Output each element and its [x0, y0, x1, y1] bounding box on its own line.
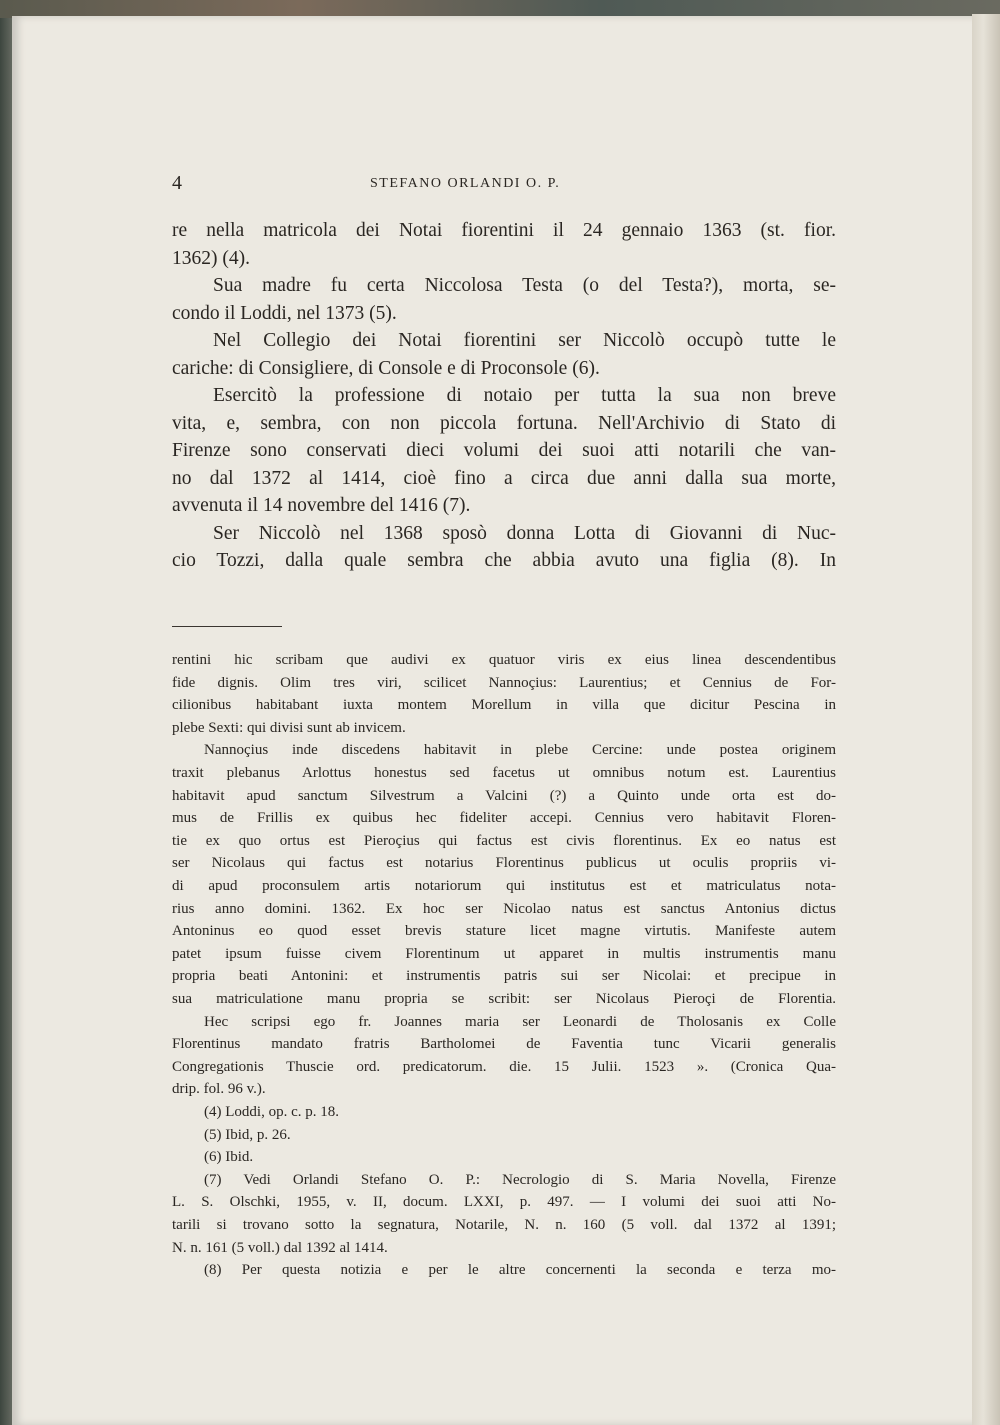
footnote-line: N. n. 161 (5 voll.) dal 1392 al 1414.: [172, 1239, 388, 1256]
footnote-line: Antoninus eo quod esset brevis stature licet magne virtutis. Manifeste autem: [172, 923, 836, 940]
text-line: Sua madre fu certa Niccolosa Testa (o del Testa?), morta, se-: [213, 275, 836, 296]
text-line: no dal 1372 al 1414, cioè fino a circa due anni dalla sua morte,: [172, 467, 836, 489]
footnote-line: Nannoçius inde discedens habitavit in plebe Cercine: unde postea originem: [204, 742, 836, 759]
text-line: Nel Collegio dei Notai fiorentini ser Niccolò occupò tutte le: [213, 330, 836, 351]
footnote-rule: [172, 626, 282, 627]
footnote-line: traxit plebanus Arlottus honestus sed facetus ut omnibus notum est. Laurentius: [172, 765, 836, 781]
footnote-line: L. S. Olschki, 1955, v. II, docum. LXXI, p. 497. — I volumi dei suoi atti No-: [172, 1194, 836, 1211]
text-line: cio Tozzi, dalla quale sembra che abbia avuto una figlia (8). In: [172, 550, 836, 571]
text-line: condo il Loddi, nel 1373 (5).: [172, 302, 397, 324]
footnote-line: rentini hic scribam que audivi ex quatuor viris ex eius linea descendentibus: [172, 652, 836, 668]
footnote-line: drip. fol. 96 v.).: [172, 1081, 266, 1098]
text-line: re nella matricola dei Notai fiorentini il 24 gennaio 1363 (st. fior.: [172, 220, 836, 241]
running-head: STEFANO ORLANDI O. P.: [370, 176, 561, 191]
footnote-line: (5) Ibid, p. 26.: [204, 1126, 291, 1143]
footnote-line: rius anno domini. 1362. Ex hoc ser Nicolao natus est sanctus Antonius dictus: [172, 900, 836, 917]
footnote-line: cilionibus habitabant iuxta montem Morellum in villa que dicitur Pescina in: [172, 697, 836, 714]
page-number: 4: [172, 172, 182, 194]
footnote-line: propria beati Antonini: et instrumentis patris sui ser Nicolai: et precipue in: [172, 968, 836, 985]
text-line: Firenze sono conservati dieci volumi dei suoi atti notarili che van-: [172, 440, 836, 461]
page-edge-right: [972, 14, 1000, 1425]
footnote-line: (4) Loddi, op. c. p. 18.: [204, 1104, 339, 1120]
footnote-line: sua matriculatione manu propria se scribit: ser Nicolaus Pieroçi de Florentia.: [172, 991, 836, 1007]
text-line: vita, e, sembra, con non piccola fortuna. Nell'Archivio di Stato di: [172, 412, 836, 434]
footnote-line: ser Nicolaus qui factus est notarius Florentinus publicus ut oculis propriis vi-: [172, 855, 836, 872]
footnote-line: (8) Per questa notizia e per le altre concernenti la seconda e terza mo-: [204, 1262, 836, 1279]
footnote-line: tie ex quo ortus est Pieroçius qui factus est civis florentinus. Ex eo natus est: [172, 832, 836, 849]
footnote-line: di apud proconsulem artis notariorum qui institutus est et matriculatus nota-: [172, 878, 836, 894]
footnote-line: patet ipsum fuisse civem Florentinum ut apparet in multis instrumentis manu: [172, 945, 836, 962]
footnote-line: habitavit apud sanctum Silvestrum a Valcini (?) a Quinto unde orta est do-: [172, 787, 836, 804]
text-line: cariche: di Consigliere, di Console e di Proconsole (6).: [172, 357, 600, 379]
footnote-line: mus de Frillis ex quibus hec fideliter accepi. Cennius vero habitavit Floren-: [172, 810, 836, 827]
text-line: avvenuta il 14 novembre del 1416 (7).: [172, 495, 471, 516]
footnote-line: (6) Ibid.: [204, 1149, 254, 1166]
text-line: Ser Niccolò nel 1368 sposò donna Lotta di Giovanni di Nuc-: [213, 522, 836, 544]
footnote-line: Congregationis Thuscie ord. predicatorum. die. 15 Julii. 1523 ». (Cronica Qua-: [172, 1058, 836, 1075]
footnote-line: tarili si trovano sotto la segnatura, Notarile, N. n. 160 (5 voll. dal 1372 al 1391;: [172, 1217, 836, 1233]
footnote-line: fide dignis. Olim tres viri, scilicet Nannoçius: Laurentius; et Cennius de For-: [172, 674, 836, 691]
footnote-line: Florentinus mandato fratris Bartholomei de Faventia tunc Vicarii generalis: [172, 1036, 836, 1053]
footnote-line: plebe Sexti: qui divisi sunt ab invicem.: [172, 719, 406, 736]
text-line: Esercitò la professione di notaio per tutta la sua non breve: [213, 385, 836, 406]
footnote-line: (7) Vedi Orlandi Stefano O. P.: Necrologio di S. Maria Novella, Firenze: [204, 1171, 836, 1188]
footnote-line: Hec scripsi ego fr. Joannes maria ser Leonardi de Tholosanis ex Colle: [204, 1013, 836, 1030]
text-line: 1362) (4).: [172, 247, 250, 269]
